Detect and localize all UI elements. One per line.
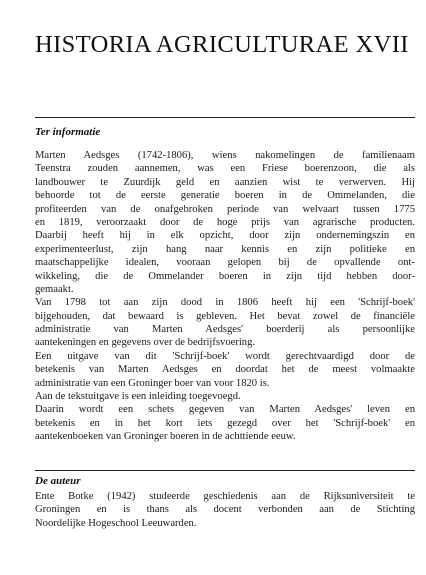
text-line: Van 1798 tot aan zijn dood in 1806 heeft hij een 'Schrijf-boek' bbox=[35, 297, 415, 309]
text-line: Ente Botke (1942) studeerde geschiedenis aan de Rijksuniversiteit te bbox=[35, 491, 415, 502]
text-line: landbouwer te Zuurdijk geld en aanzien wist te verwerven. Hij bbox=[35, 176, 415, 188]
text-line: bijgehouden, dat bewaard is gebleven. Het bevat zowel de financiële bbox=[35, 310, 415, 322]
text-line: administratie van een Groninger boer van voor 1820 is. bbox=[35, 377, 270, 389]
text-line: Groningen en is thans als docent verbonden aan de Stichting bbox=[35, 504, 415, 516]
text-line: experimenteerlust, zijn hang naar kennis en zijn politieke en bbox=[35, 243, 415, 255]
text-line: Daarbij heeft hij in elk opzicht, door zijn ondernemingszin en bbox=[35, 230, 415, 242]
text-line: betekenis en in het kort iets gezegd over het 'Schrijf-boek' en bbox=[35, 417, 415, 429]
text-line: Noordelijke Hogeschool Leeuwarden. bbox=[35, 517, 197, 529]
text-line: gemaakt. bbox=[35, 283, 74, 295]
text-line: Marten Aedsges (1742-1806), wiens nakomelingen de familienaam bbox=[35, 150, 415, 161]
section-heading-ter-informatie: Ter informatie bbox=[35, 126, 101, 138]
text-line: behoorde tot de eerste generatie boeren in de Ommelanden, die bbox=[35, 190, 415, 202]
text-line: betekenis van Marten Aedsges en doordat het de meest volmaakte bbox=[35, 364, 415, 376]
text-line: aantekenboeken van Groninger boeren in de achttiende eeuw. bbox=[35, 431, 296, 443]
text-line: Aan de tekstuitgave is een inleiding toegevoegd. bbox=[35, 391, 241, 403]
text-line: maatschappelijke idealen, vooraan gelopen bij de opvallende ont- bbox=[35, 257, 415, 269]
text-line: administratie van Marten Aedsges' boerderij als persoonlijke bbox=[35, 324, 415, 336]
text-line: wikkeling, die de Ommelander boeren in zijn tijd hebben door- bbox=[35, 270, 415, 282]
section-body-de-auteur bbox=[35, 490, 415, 530]
text-line: Daarin wordt een schets gegeven van Marten Aedsges' leven en bbox=[35, 404, 415, 416]
section-heading-de-auteur: De auteur bbox=[35, 475, 81, 487]
text-line: aantekeningen en gegevens over de bedrijfsvoering. bbox=[35, 337, 256, 349]
section-body-ter-informatie bbox=[35, 149, 415, 444]
divider-top bbox=[35, 117, 415, 118]
text-line: Een uitgave van dit 'Schrijf-boek' wordt gerechtvaardigd door de bbox=[35, 350, 415, 362]
divider-middle bbox=[35, 470, 415, 471]
text-line: profiteerden van de onafgebroken periode van welvaart tussen 1775 bbox=[35, 203, 415, 215]
text-line: en 1819, veroorzaakt door de hoge prijs van agrarische producten. bbox=[35, 216, 415, 228]
series-title: HISTORIA AGRICULTURAE XVII bbox=[35, 31, 409, 58]
text-line: Teenstra zouden aannemen, was een Friese boerenzoon, die als bbox=[35, 163, 415, 175]
